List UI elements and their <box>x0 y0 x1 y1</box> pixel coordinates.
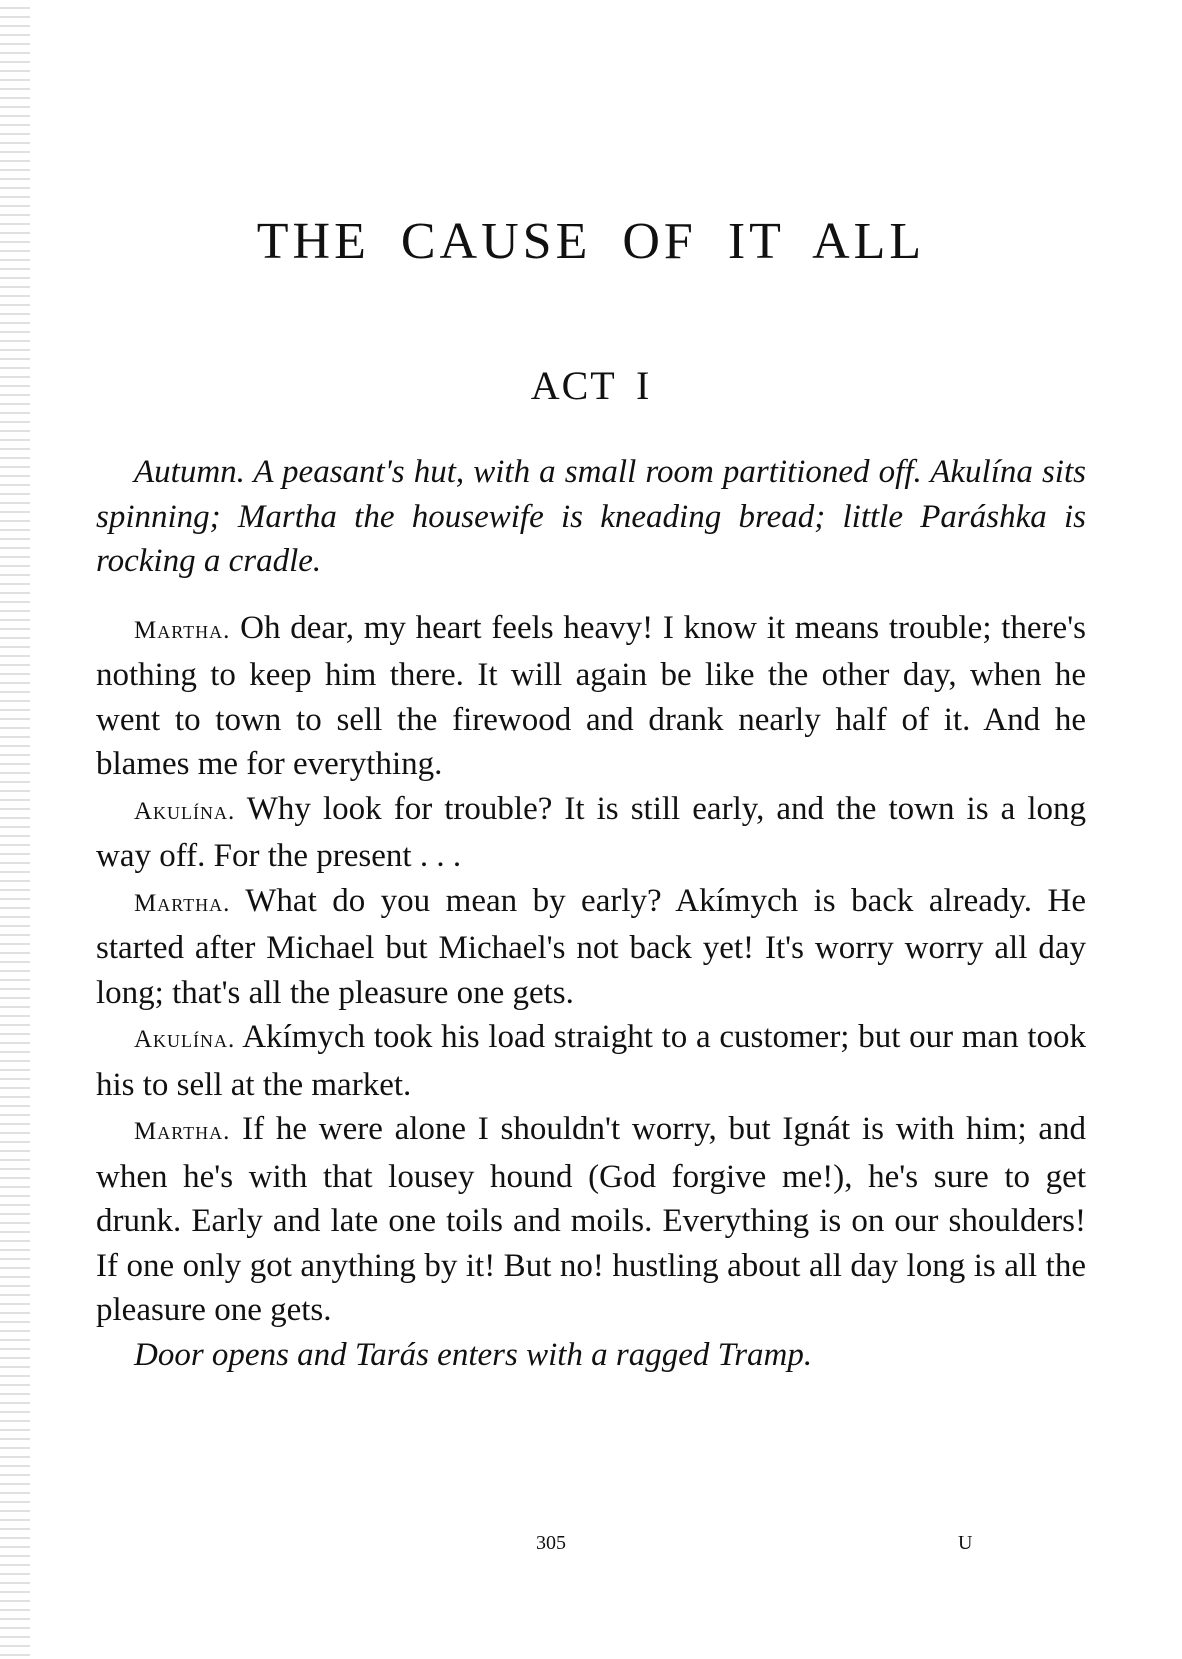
signature-mark: U <box>958 1532 973 1554</box>
dialogue-line <box>96 879 1086 1016</box>
speaker-name: Martha. <box>134 1118 231 1145</box>
dialogue-text: If he were alone I shouldn't worry, but Ignát is with him; and when he's with that lousey hound (God forgive me!), he's sure to get drunk. Early and late one toils and moils. Everything is on our shoulders! If one only got anything by it! But no! hustling about all day long is all the pleasure one gets. <box>96 1111 1086 1328</box>
speaker-name: Martha. <box>134 889 231 917</box>
stage-direction-closing: Door opens and Tarás enters with a ragged Tramp. <box>134 1336 813 1373</box>
act-heading: ACT I <box>530 363 652 408</box>
dialogue-line <box>96 1107 1086 1333</box>
speaker-name: Akulína. <box>134 1026 236 1053</box>
dialogue-line <box>96 787 1086 879</box>
page-footer <box>96 1532 1086 1562</box>
page-number: 305 <box>536 1532 566 1554</box>
play-text <box>96 450 1086 1377</box>
dialogue-text: Oh dear, my heart feels heavy! I know it means trouble; there's nothing to keep him there. It will again be like the other day, when he went to town to sell the firewood and drank nearly half of it. And he blames me for everything. <box>96 609 1086 782</box>
speaker-name: Martha. <box>134 616 231 644</box>
dialogue-text: Akímych took his load straight to a customer; but our man took his to sell at the market. <box>96 1019 1086 1103</box>
stage-direction-opening: Autumn. A peasant's hut, with a small room partitioned off. Akulína sits spinning; Martha the housewife is kneading bread; little Paráshka is rocking a cradle. <box>96 454 1086 579</box>
book-page <box>96 0 1086 1659</box>
dialogue-line <box>96 606 1086 787</box>
dialogue-text: What do you mean by early? Akímych is back already. He started after Michael but Michael's not back yet! It's worry worry all day long; that's all the pleasure one gets. <box>96 882 1086 1011</box>
dialogue-text: Why look for trouble? It is still early, and the town is a long way off. For the present . . . <box>96 790 1086 874</box>
speaker-name: Akulína. <box>134 797 236 825</box>
dialogue-line <box>96 1015 1086 1107</box>
play-title: THE CAUSE OF IT ALL <box>256 213 926 270</box>
scanned-page-edge <box>0 0 30 1659</box>
